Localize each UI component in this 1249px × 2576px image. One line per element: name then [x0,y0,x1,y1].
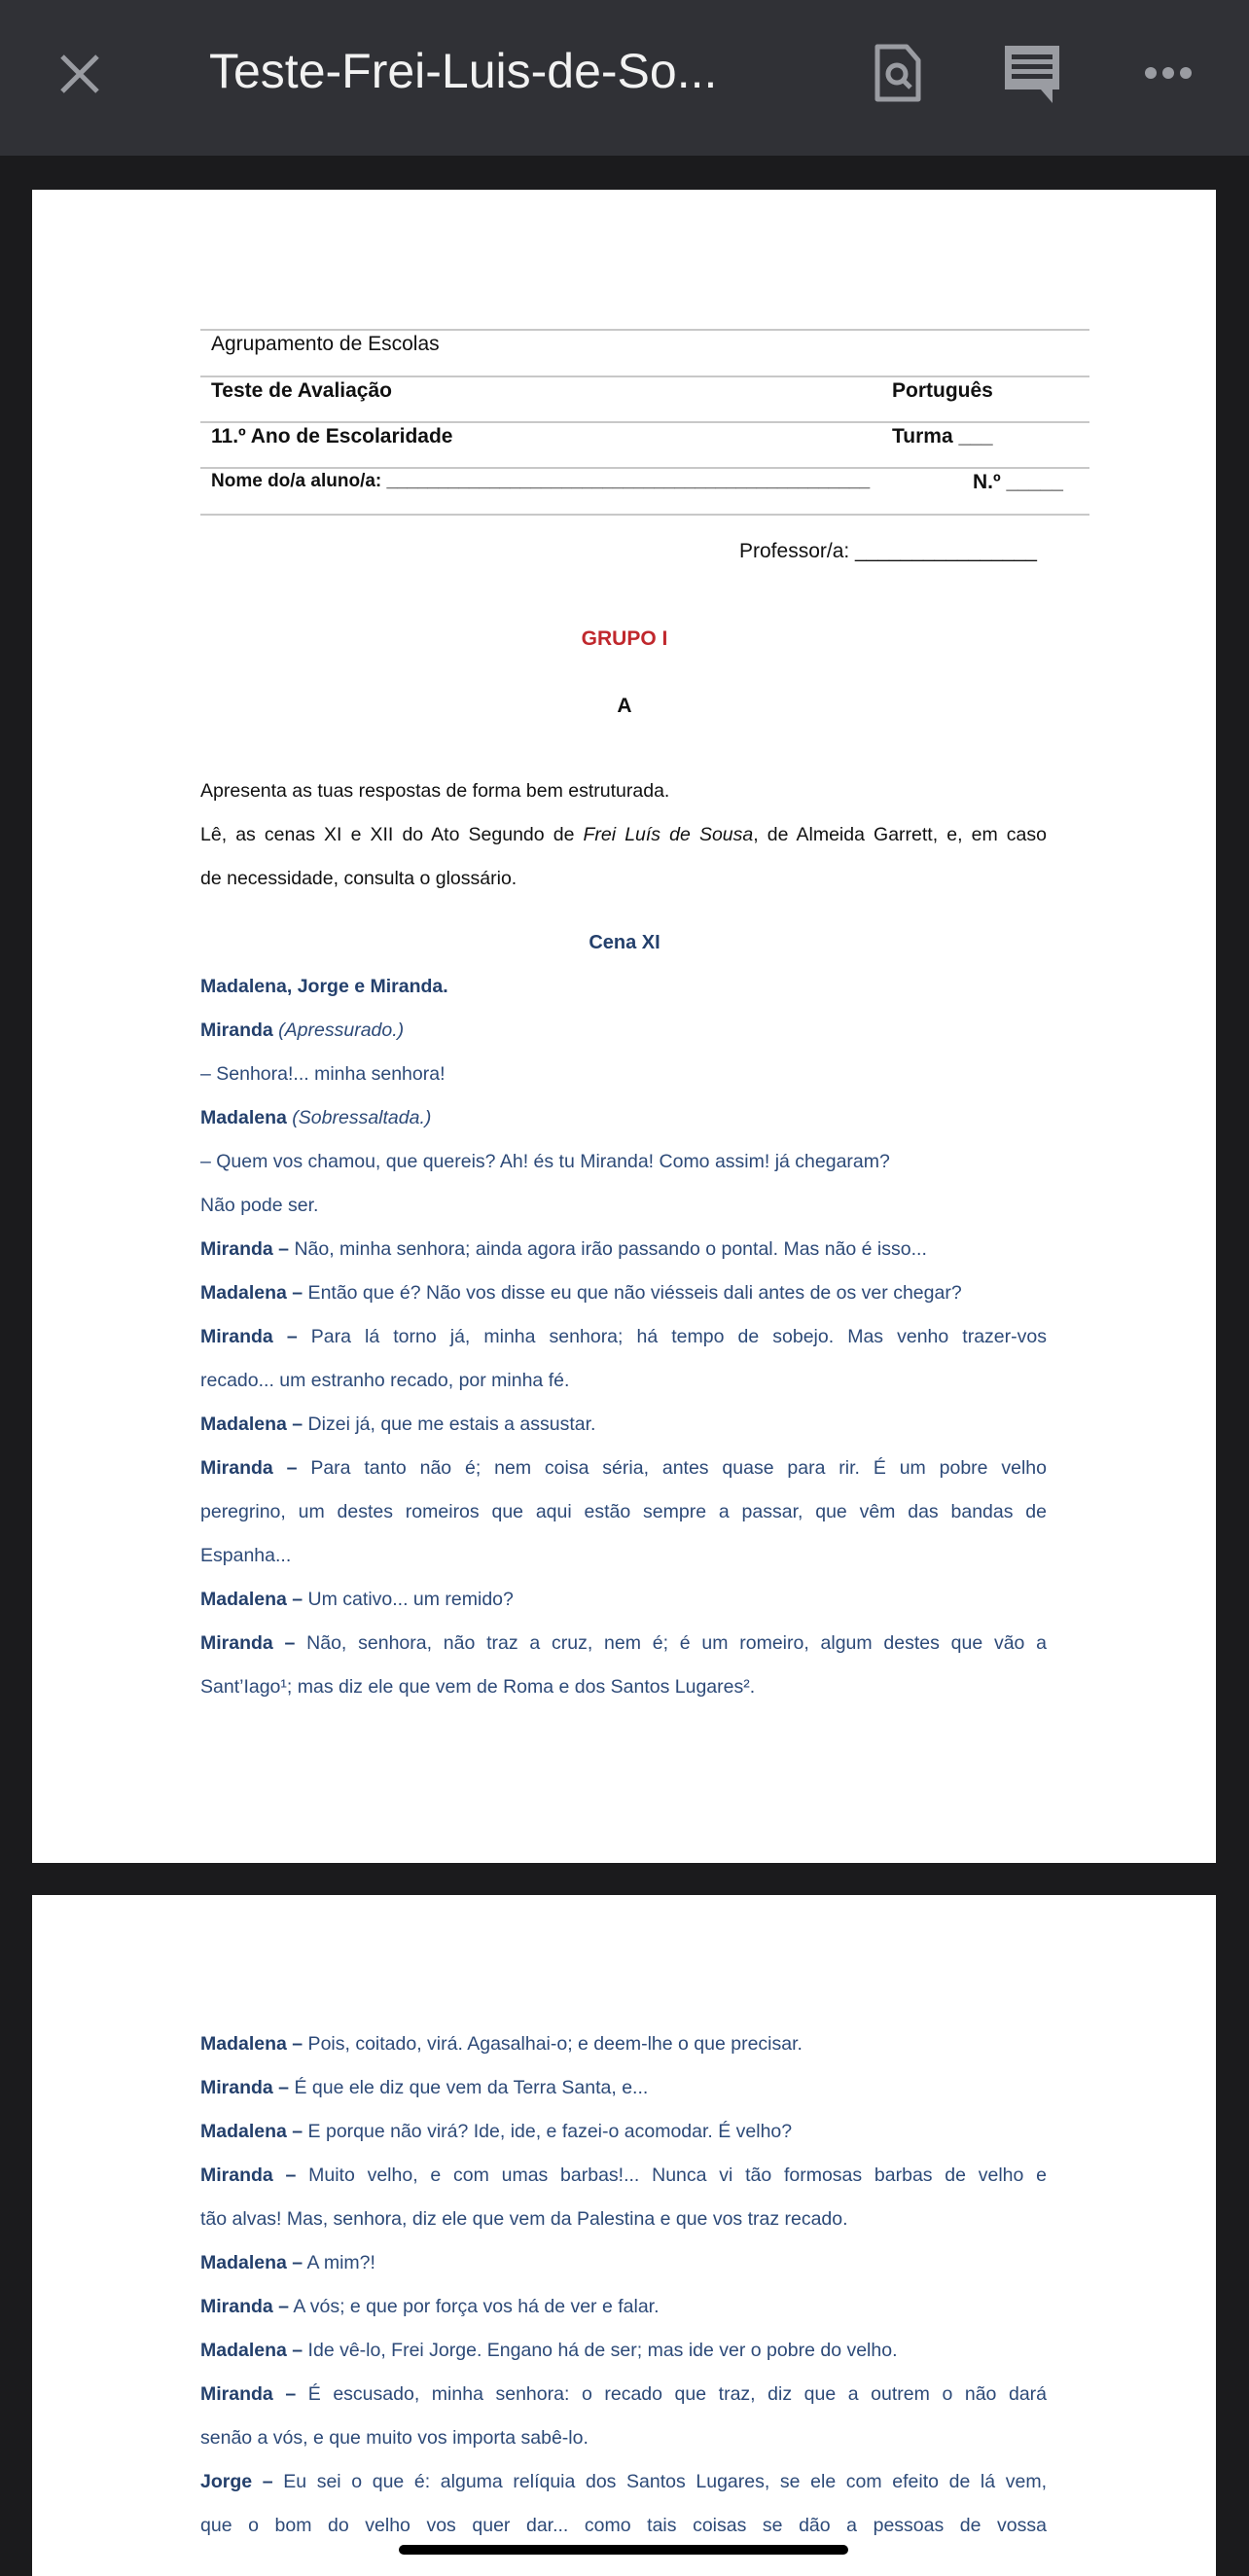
text-line [200,1457,1047,1479]
speaker-name: Madalena – [200,2121,303,2142]
instruction-text: , de Almeida Garrett, e, em caso [753,824,1047,845]
speaker-name: Miranda – [200,1238,290,1260]
text-line [200,1501,1047,1522]
speaker-name: Madalena – [200,1589,303,1610]
school-name: Agrupamento de Escolas [211,333,440,355]
speaker-name: Madalena – [200,1282,303,1304]
dialogue-text: Ide vê-lo, Frei Jorge. Engano há de ser; mas ide ver o pobre do velho. [303,2340,898,2361]
scene-title: Cena XI [589,932,660,953]
text-line [200,2077,1047,2098]
dialogue-text: recado... um estranho recado, por minha fé. [200,1370,570,1391]
dialogue-text: Não pode ser. [200,1195,319,1216]
text-line [200,1063,1047,1085]
speaker-name: Miranda – [200,1457,298,1479]
group-heading: GRUPO I [581,627,668,650]
text-line [200,2296,1047,2317]
comment-icon[interactable] [1002,43,1062,103]
year-label: 11.º Ano de Escolaridade [211,425,453,447]
dialogue-text: Espanha... [200,1545,292,1566]
text-line [200,1326,1047,1347]
dialogue-text: Um cativo... um remido? [303,1589,514,1610]
student-name-field: Nome do/a aluno/a: _______________________________________________ [211,471,871,491]
speaker-name: Madalena – [200,2340,303,2361]
dialogue-text: que o bom do velho vos quer dar... como tais coisas se dão a pessoas de vossa [200,2515,1047,2536]
dialogue-text: Não, minha senhora; ainda agora irão passando o pontal. Mas não é isso... [289,1238,927,1260]
text-line [200,2121,1047,2142]
dialogue-text: – Senhora!... minha senhora! [200,1063,446,1085]
text-line [200,1020,1047,1041]
subject-label: Português [892,379,993,402]
speaker-name: Madalena [200,1107,287,1128]
dialogue-text: Pois, coitado, virá. Agasalhai-o; e deem-lhe o que precisar. [303,2033,803,2055]
text-line [200,2471,1047,2492]
text-line [200,1107,1047,1128]
dialogue-text: senão a vós, e que muito vos importa sabê-lo. [200,2427,589,2449]
section-heading: A [617,695,632,717]
home-indicator[interactable] [399,2545,848,2555]
text-line [200,1238,1047,1260]
text-line [200,1195,1047,1216]
stage-direction: (Sobressaltada.) [286,1107,432,1128]
instruction-line: de necessidade, consulta o glossário. [200,868,517,889]
speaker-name: Miranda – [200,2296,290,2317]
dialogue-text: E porque não virá? Ide, ide, e fazei-o acomodar. É velho? [303,2121,793,2142]
text-line [200,976,1047,997]
text-line [200,1151,1047,1172]
speaker-name: Miranda – [200,2165,297,2186]
dialogue-text: Muito velho, e com umas barbas!... Nunca vi tão formosas barbas de velho e [296,2165,1047,2186]
close-icon[interactable] [56,51,103,97]
teacher-field: Professor/a: ________________ [739,540,1037,562]
text-line [200,2208,1047,2230]
text-line [200,1676,1047,1698]
student-number-field: N.º _____ [973,471,1063,493]
work-title: Frei Luís de Sousa [583,824,754,845]
text-line [200,1282,1047,1304]
dialogue-text: Para tanto não é; nem coisa séria, antes quase para rir. É um pobre velho [297,1457,1047,1479]
instruction-line [200,824,1047,845]
dialogue-text: Não, senhora, não traz a cruz, nem é; é um romeiro, algum destes que vão a [295,1632,1047,1654]
text-line [200,2383,1047,2405]
dialogue-text: Então que é? Não vos disse eu que não viésseis dali antes de os ver chegar? [303,1282,962,1304]
text-line [200,1413,1047,1435]
dialogue-text: A vós; e que por força vos há de ver e falar. [289,2296,660,2317]
dialogue-text: É escusado, minha senhora: o recado que traz, diz que a outrem o não dará [296,2383,1047,2405]
dialogue-text: peregrino, um destes romeiros que aqui estão sempre a passar, que vêm das bandas de [200,1501,1047,1522]
stage-direction: (Apressurado.) [272,1020,405,1041]
instruction-text: Lê, as cenas XI e XII do Ato Segundo de [200,824,584,845]
instruction-line: Apresenta as tuas respostas de forma bem estruturada. [200,780,670,802]
speaker-name: Miranda – [200,1632,296,1654]
speaker-name: Miranda – [200,2077,290,2098]
dialogue-text: É que ele diz que vem da Terra Santa, e... [289,2077,649,2098]
speaker-name: Miranda [200,1020,273,1041]
speaker-name: Madalena, Jorge e Miranda. [200,976,448,997]
dialogue-text: Dizei já, que me estais a assustar. [303,1413,596,1435]
document-title: Teste-Frei-Luis-de-So... [209,44,718,98]
text-line [200,2427,1047,2449]
text-line [200,2033,1047,2055]
dialogue-text: Para lá torno já, minha senhora; há tempo de sobejo. Mas venho trazer-vos [297,1326,1047,1347]
test-label: Teste de Avaliação [211,379,392,402]
speaker-name: Jorge – [200,2471,273,2492]
text-line [200,1632,1047,1654]
dialogue-text: A mim?! [303,2252,375,2273]
text-line [200,2165,1047,2186]
text-line [200,2252,1047,2273]
speaker-name: Madalena – [200,2033,303,2055]
dialogue-text: – Quem vos chamou, que quereis? Ah! és tu Miranda! Como assim! já chegaram? [200,1151,890,1172]
speaker-name: Miranda – [200,1326,298,1347]
text-line [200,1589,1047,1610]
dialogue-text: tão alvas! Mas, senhora, diz ele que vem da Palestina e que vos traz recado. [200,2208,848,2230]
dialogue-text: Sant’Iago¹; mas diz ele que vem de Roma e dos Santos Lugares². [200,1676,756,1698]
dialogue-text: Eu sei o que é: alguma relíquia dos Santos Lugares, se ele com efeito de lá vem, [272,2471,1047,2492]
class-field: Turma ___ [892,425,993,447]
speaker-name: Madalena – [200,2252,303,2273]
text-line [200,2515,1047,2536]
text-line [200,1370,1047,1391]
search-document-icon[interactable] [874,43,922,103]
speaker-name: Madalena – [200,1413,303,1435]
top-bar [0,0,1249,156]
text-line [200,2340,1047,2361]
speaker-name: Miranda – [200,2383,297,2405]
more-icon[interactable] [1144,64,1193,82]
text-line [200,1545,1047,1566]
